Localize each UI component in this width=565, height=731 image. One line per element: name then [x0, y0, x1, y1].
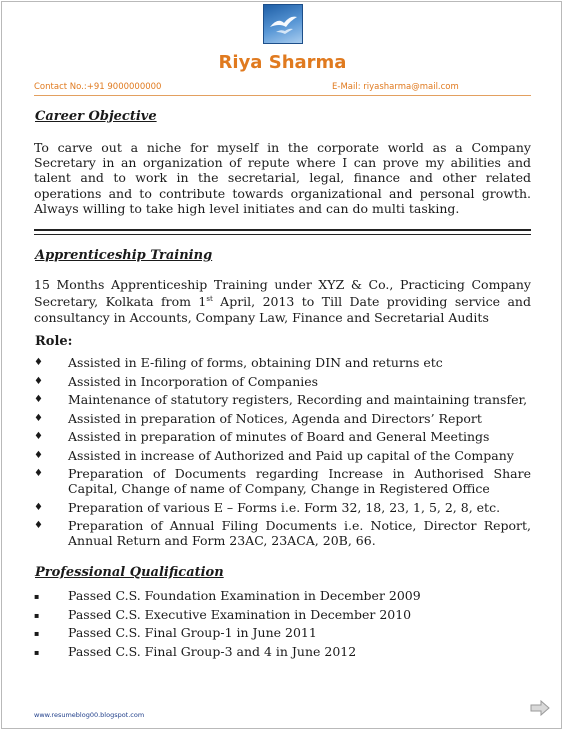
- role-list: [34, 355, 531, 552]
- next-page-arrow-icon[interactable]: [530, 700, 550, 720]
- list-item: ♦ Preparation of various E – Forms i.e. Form 32, 18, 23, 1, 5, 2, 8, etc.: [34, 499, 501, 515]
- candidate-name: Riya Sharma: [218, 52, 347, 73]
- apprenticeship-heading: Apprenticeship Training: [35, 248, 213, 263]
- diamond-bullet-icon: ♦: [34, 412, 43, 424]
- footer-blog-link[interactable]: www.resumeblog00.blogspot.com: [34, 711, 145, 719]
- list-item: ♦ Assisted in increase of Authorized and Paid up capital of the Company: [34, 447, 514, 463]
- diamond-bullet-icon: ♦: [34, 394, 43, 405]
- email-address[interactable]: E-Mail: riyasharma@mail.com: [332, 82, 459, 92]
- apprenticeship-intro: 15 Months Apprenticeship Training under XYZ & Co., Practicing Company Secretary, Kolkata from 1st April, 2013 to Till Date providing service and consultancy in Accounts, Company Law, Finance and Secretarial Audits: [34, 277, 531, 325]
- diamond-bullet-icon: ♦: [34, 357, 43, 368]
- diamond-bullet-icon: ♦: [34, 449, 43, 461]
- career-objective-text: To carve out a niche for myself in the corporate world as a Company Secretary in an organization of repute where I can prove my abilities and talent and to work in the secretarial, legal, finance and other related operations and to contribute towards organizational and personal growth. Always willing to take high level initiates and can do multi tasking.: [34, 140, 531, 216]
- list-item: ▪ Passed C.S. Foundation Examination in December 2009: [34, 588, 421, 603]
- list-item: ▪ Passed C.S. Final Group-1 in June 2011: [34, 625, 317, 640]
- list-item: ♦ Preparation of Documents regarding Increase in Authorised Share Capital, Change of name of Company, Change in Registered Office: [34, 466, 531, 497]
- diamond-bullet-icon: ♦: [34, 501, 43, 513]
- square-bullet-icon: ▪: [34, 647, 40, 657]
- list-item: ♦ Maintenance of statutory registers, Recording and maintaining transfer,: [34, 392, 528, 407]
- qualification-list: [34, 588, 531, 662]
- diamond-bullet-icon: ♦: [34, 520, 43, 532]
- square-bullet-icon: ▪: [34, 592, 40, 601]
- professional-qualification-heading: Professional Qualification: [35, 565, 224, 580]
- role-label: Role:: [35, 334, 73, 349]
- list-item: ♦ Preparation of Annual Filing Documents i.e. Notice, Director Report, Annual Return and Form 23AC, 23ACA, 20B, 66.: [34, 518, 531, 549]
- square-bullet-icon: ▪: [34, 610, 40, 620]
- list-item: ♦ Assisted in preparation of minutes of Board and General Meetings: [34, 429, 490, 444]
- diamond-bullet-icon: ♦: [34, 375, 43, 387]
- list-item: ♦ Assisted in Incorporation of Companies: [34, 373, 319, 389]
- square-bullet-icon: ▪: [34, 629, 40, 638]
- diamond-bullet-icon: ♦: [34, 468, 43, 479]
- contact-number: Contact No.:+91 9000000000: [34, 82, 162, 92]
- list-item: ▪ Passed C.S. Final Group-3 and 4 in June 2012: [34, 643, 357, 659]
- career-objective-heading: Career Objective: [35, 109, 157, 124]
- header-divider: [34, 95, 531, 96]
- bird-logo-icon: [263, 4, 303, 44]
- diamond-bullet-icon: ♦: [34, 431, 43, 442]
- list-item: ♦ Assisted in E-filing of forms, obtaining DIN and returns etc: [34, 355, 443, 370]
- list-item: ▪ Passed C.S. Executive Examination in December 2010: [34, 606, 412, 622]
- section-divider: [34, 229, 531, 235]
- list-item: ♦ Assisted in preparation of Notices, Agenda and Directors’ Report: [34, 410, 482, 426]
